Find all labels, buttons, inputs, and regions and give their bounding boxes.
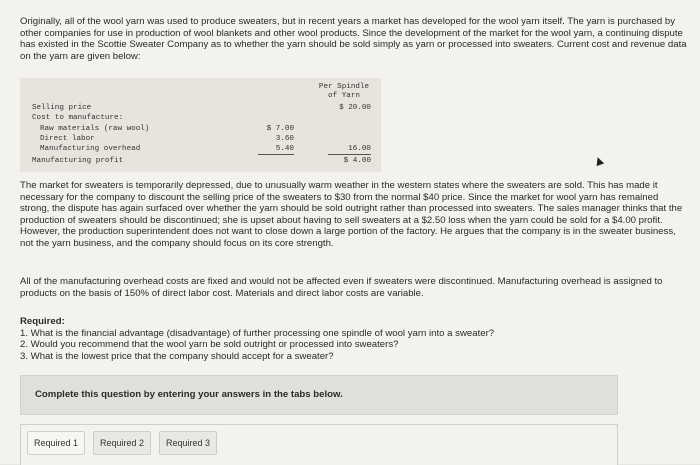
row-mid-value: 3.60 — [275, 135, 294, 143]
intro-paragraph: Originally, all of the wool yarn was used to produce sweaters, but in recent years a market has developed for the wool yarn itself. The yarn is purchased by other companies for use in production of wool blankets and other wool products. Since the development of the market for the wool yarn, a continuing dispute has existed in the Scottie Sweater Company as to whether the yarn should be sold simply as yarn or processed into sweaters. Current cost and revenue data on the yarn are given below: — [20, 16, 687, 62]
table-row — [20, 125, 381, 135]
row-right-value: $ 4.00 — [343, 157, 371, 165]
market-paragraph: The market for sweaters is temporarily depressed, due to unusually warm weather in the western states where the sweaters are sold. This has made it necessary for the company to discount the selling price of the sweaters to $30 from the normal $40 price. Since the market for wool yarn has remained strong, the dispute has again surfaced over whether the yarn should be sold outright rather than processed into sweaters. The sales manager thinks that the production of sweaters should be discontinued; she is upset about having to sell sweaters at a $2.50 loss when the yarn could be sold for a $4.00 profit. However, the production superintendent does not want to close down a large portion of the factory. He argues that the company is in the sweater business, not the yarn business, and the company should focus on its core strength. — [20, 180, 683, 249]
mouse-cursor-icon — [594, 156, 604, 166]
row-mid-value: $ 7.00 — [266, 125, 294, 133]
required-item-2: 2. Would you recommend that the wool yarn be sold outright or processed into sweaters? — [20, 339, 399, 350]
row-label: Manufacturing overhead — [40, 145, 141, 153]
table-row — [20, 114, 381, 124]
tab-required-2[interactable]: Required 2 — [93, 431, 151, 455]
answer-tabs — [20, 424, 618, 465]
tab-required-3[interactable]: Required 3 — [159, 431, 217, 455]
row-label: Selling price — [32, 104, 92, 112]
required-item-1: 1. What is the financial advantage (disadvantage) of further processing one spindle of wool yarn into a sweater? — [20, 327, 495, 339]
tab-required-1[interactable]: Required 1 — [27, 431, 85, 455]
row-mid-value: 5.40 — [275, 145, 294, 153]
row-right-value: $ 20.00 — [339, 104, 371, 112]
row-label: Raw materials (raw wool) — [40, 125, 150, 133]
table-row — [20, 145, 381, 155]
total-underline — [328, 154, 371, 155]
table-row — [20, 135, 381, 145]
required-section — [20, 316, 688, 362]
complete-instruction: Complete this question by entering your answers in the tabs below. — [35, 389, 343, 400]
table-row — [20, 157, 381, 167]
row-label: Direct labor — [40, 135, 95, 143]
required-title: Required: — [20, 316, 65, 327]
row-right-value: 16.00 — [348, 145, 371, 153]
row-label: Cost to manufacture: — [32, 114, 124, 122]
subtotal-underline — [258, 154, 294, 155]
column-header-text: Per Spindle of Yarn — [318, 83, 370, 100]
overhead-paragraph: All of the manufacturing overhead costs are fixed and would not be affected even if sweaters were discontinued. Manufacturing overhead is assigned to products on the basis of 150% of direct labor cost. Materials and direct labor costs are variable. — [20, 276, 663, 299]
row-label: Manufacturing profit — [32, 157, 124, 165]
required-item-3: 3. What is the lowest price that the company should accept for a sweater? — [20, 350, 334, 362]
cost-revenue-table — [20, 78, 381, 172]
table-row — [20, 104, 381, 114]
table-column-header — [312, 83, 376, 100]
instruction-panel — [20, 375, 618, 415]
